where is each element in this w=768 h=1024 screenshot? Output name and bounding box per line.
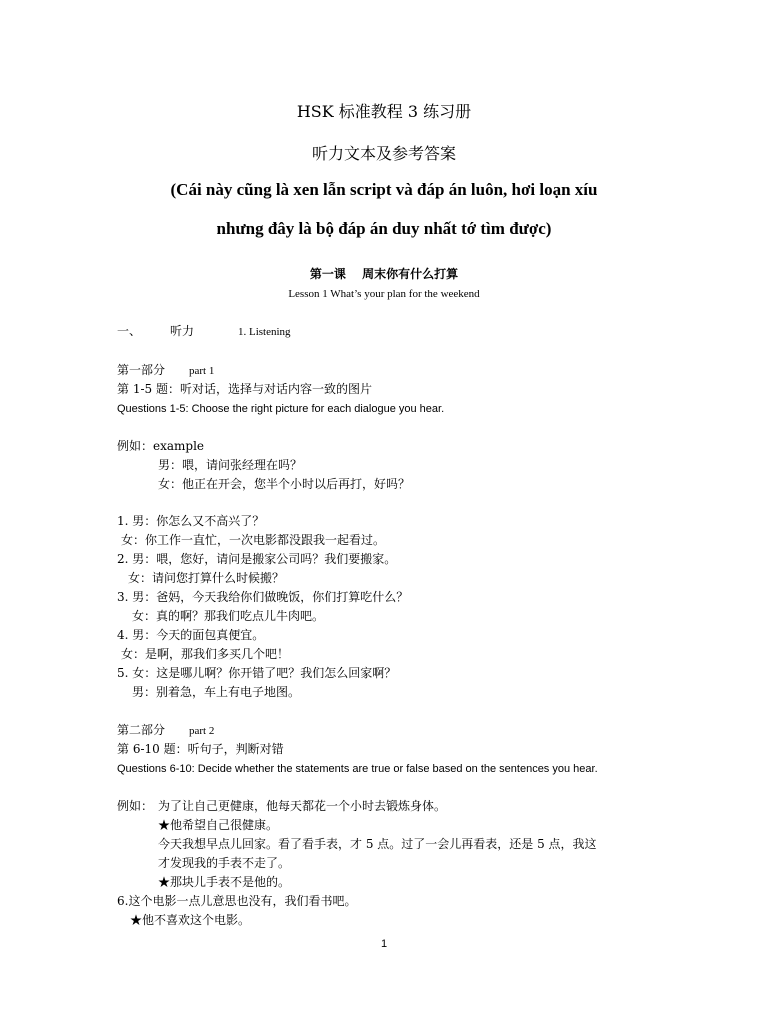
part1-item: 女：请问您打算什么时候搬？: [128, 571, 285, 585]
part2-example-line: 今天我想早点儿回家。看了看手表，才 5 点。过了一会儿再看表，还是 5 点，我这: [158, 837, 597, 851]
part2-item: ★他不喜欢这个电影。: [130, 913, 251, 927]
part1-item: 2. 男：喂，您好，请问是搬家公司吗？我们要搬家。: [117, 552, 397, 566]
part1-instruction-cn: 第 1-5 题：听对话，选择与对话内容一致的图片: [117, 382, 372, 396]
part2-item: 6.这个电影一点儿意思也没有，我们看书吧。: [117, 894, 357, 908]
part2-instruction-en: Questions 6-10: Decide whether the statements are true or false based on the sentences you hear.: [117, 763, 598, 775]
page-number: 1: [380, 938, 388, 950]
part2-example-line: ★他希望自己很健康。: [158, 818, 279, 832]
section-label-cn: 听力: [170, 324, 195, 338]
part1-item: 女：你工作一直忙，一次电影都没跟我一起看过。: [121, 533, 386, 547]
part2-heading-en: part 2: [189, 725, 215, 737]
part1-item: 5. 女：这是哪儿啊？你开错了吧？我们怎么回家啊？: [117, 666, 397, 680]
part2-instruction-cn: 第 6-10 题：听句子，判断对错: [117, 742, 284, 756]
part1-example-line: 女：他正在开会，您半个小时以后再打，好吗？: [158, 477, 411, 491]
part1-heading-cn: 第一部分: [117, 363, 166, 377]
part1-item: 3. 男：爸妈，今天我给你们做晚饭，你们打算吃什么？: [117, 590, 409, 604]
part2-example-line: 为了让自己更健康，他每天都花一个小时去锻炼身体。: [158, 799, 447, 813]
part2-example-line: ★那块儿手表不是他的。: [158, 875, 291, 889]
part1-example-label: 例如：example: [117, 439, 205, 453]
note-line-1: (Cái này cũng là xen lẫn script và đáp án luôn, hơi loạn xíu: [170, 180, 598, 199]
section-number: 一、: [117, 324, 142, 338]
part1-item: 女：真的啊？那我们吃点儿牛肉吧。: [132, 609, 325, 623]
part1-item: 1. 男：你怎么又不高兴了？: [117, 514, 265, 528]
lesson-title-cn: 第一课 周末你有什么打算: [309, 267, 459, 281]
document-subtitle: 听力文本及参考答案: [311, 144, 456, 163]
part1-instruction-en: Questions 1-5: Choose the right picture for each dialogue you hear.: [117, 403, 445, 415]
part2-heading-cn: 第二部分: [117, 723, 166, 737]
part1-item: 4. 男：今天的面包真便宜。: [117, 628, 265, 642]
document-title: HSK 标准教程 3 练习册: [296, 102, 472, 121]
part2-example-line: 才发现我的手表不走了。: [158, 856, 291, 870]
part1-item: 男：别着急，车上有电子地图。: [132, 685, 301, 699]
part2-example-label: 例如：: [117, 799, 154, 813]
part1-example-line: 男：喂，请问张经理在吗？: [158, 458, 303, 472]
part1-heading-en: part 1: [189, 365, 215, 377]
section-label-en: 1. Listening: [238, 326, 291, 338]
note-line-2: nhưng đây là bộ đáp án duy nhất tớ tìm được): [216, 219, 552, 238]
lesson-title-en: Lesson 1 What’s your plan for the weekend: [288, 288, 480, 300]
part1-item: 女：是啊，那我们多买几个吧！: [121, 647, 290, 661]
